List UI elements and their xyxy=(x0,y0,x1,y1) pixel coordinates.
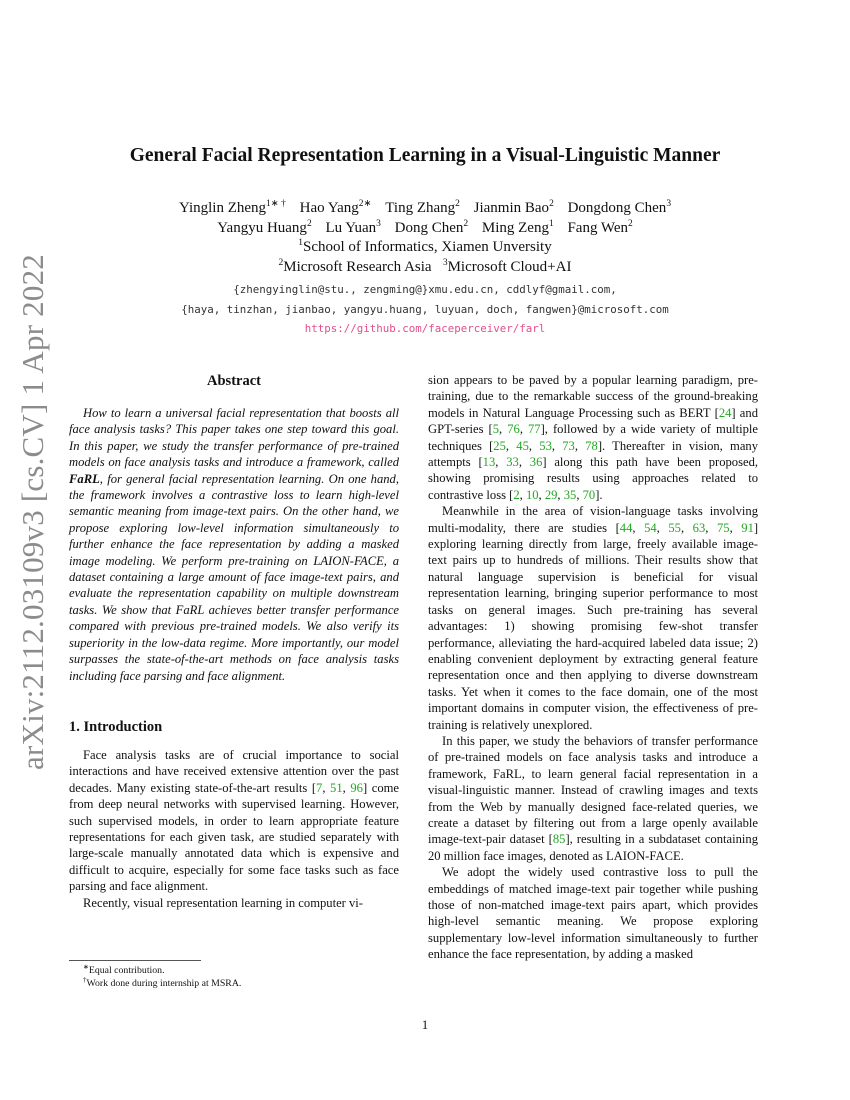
author-name: Dongdong Chen$^3$ xyxy=(567,199,672,216)
citation-link[interactable]: 70 xyxy=(582,487,596,502)
author-name: Lu Yuan$^3$ xyxy=(325,218,381,236)
citation-link[interactable]: 54 xyxy=(644,520,657,535)
citation-link[interactable]: 53 xyxy=(539,438,552,453)
citation-link[interactable]: 35 xyxy=(563,487,577,502)
arxiv-stamp: arXiv:2112.03109v3 [cs.CV] 1 Apr 2022 xyxy=(15,254,50,770)
author-name: Yangyu Huang$^2$ xyxy=(217,218,312,236)
citation-link[interactable]: 85 xyxy=(552,832,566,847)
author-name: Yinglin Zheng$^{1∗ \dagger}$ xyxy=(178,199,286,216)
citation-link[interactable]: 29 xyxy=(544,487,558,502)
footnote-internship: †Work done during internship at MSRA. xyxy=(83,976,242,990)
email-line-2: {haya, tinzhan, jianbao, yangyu.huang, luyuan, doch, fangwen}@microsoft.com xyxy=(181,302,669,316)
citation-link[interactable]: 63 xyxy=(692,520,706,535)
author-name: Fang Wen$^2$ xyxy=(567,218,633,236)
author-name: Ming Zeng$^1$ xyxy=(481,218,554,236)
repo-link[interactable]: https://github.com/faceperceiver/farl xyxy=(304,322,546,335)
intro-paragraph-1: Face analysis tasks are of crucial importance to social interactions and have received extensive attention over the past decades. Many existing state-of-the-art results [7, 51, 96] come from deep neural networks with supervised learning. However, such supervised models, in order to learn appropriate feature representations for each given task, are studied separately with large-scale manually annotated data which is expensive and difficult to acquire, especially for some face tasks such as face parsing and face alignment. xyxy=(69,747,400,894)
citation-link[interactable]: 7 xyxy=(316,780,323,795)
right-paragraph-2: Meanwhile in the area of vision-language tasks involving multi-modality, there are studies [44, 54, 55, 63, 75, 91] exploring learning directly from large, freely available image-text pairs up to hundreds of millions. Their results show that natural language supervision is beneficial for visual representation learning, bringing superior performance to most tasks on general images. Such pre-training has several advantages: 1) showing promising few-shot transfer performance, alleviating the hard-acquired labeled data issue; 2) enabling convenient deployment by extracting general feature representation once and then applying to diverse downstream tasks. Yet when it comes to the face domain, one of the most important domains in computer vision, the effectiveness of pre-training is relatively unexplored. xyxy=(428,504,759,732)
citation-link[interactable]: 33 xyxy=(506,455,519,470)
citation-link[interactable]: 76 xyxy=(507,422,520,437)
section-heading-introduction: 1. Introduction xyxy=(69,718,163,735)
abstract-text: How to learn a universal facial representation that boosts all face analysis tasks? This paper takes one step toward this goal. In this paper, we study the transfer performance of pre-trained models on face analysis tasks and introduce a framework, called FaRL, for general facial representation learning. On one hand, the framework involves a contrastive loss to learn high-level semantic meaning from image-text pairs. On the other hand, we propose exploring low-level information simultaneously to further enhance the face representation by adding a masked image modeling. We perform pre-training on LAION-FACE, a dataset containing a large amount of face image-text pairs, and evaluate the representation capability on multiple downstream tasks. We show that FaRL achieves better transfer performance compared with previous pre-trained models. We also verify its superiority in the low-data regime. More importantly, our model surpasses the state-of-the-art methods on face analysis tasks including face parsing and face alignment. xyxy=(69,406,399,683)
paper-title: General Facial Representation Learning in a Visual-Linguistic Manner xyxy=(129,145,721,166)
citation-link[interactable]: 5 xyxy=(492,422,500,437)
citation-link[interactable]: 25 xyxy=(493,438,506,453)
citation-link[interactable]: 55 xyxy=(668,520,681,535)
citation-link[interactable]: 10 xyxy=(525,487,539,502)
right-paragraph-1: sion appears to be paved by a popular learning paradigm, pre-training, due to the remarkable success of the ground-breaking models in Natural Language Processing such as BERT [24] and GPT-series [5, 76, 77], followed by a wide variety of multiple techniques [25, 45, 53, 73, 78]. Thereafter in vision, many attempts [13, 33, 36] along this path have been proposed, showing promising results using approaches related to contrastive loss [2, 10, 29, 35, 70]. xyxy=(428,373,759,502)
author-name: Jianmin Bao$^2$ xyxy=(473,199,554,216)
abstract-heading: Abstract xyxy=(207,373,261,389)
citation-link[interactable]: 96 xyxy=(350,780,363,795)
footnote-equal-contribution: ∗Equal contribution. xyxy=(83,963,165,976)
left-column xyxy=(69,372,399,911)
citation-link[interactable]: 36 xyxy=(529,455,543,470)
footnotes xyxy=(69,964,399,991)
right-paragraph-4: We adopt the widely used contrastive loss to pull the embeddings of matched image-text pair together while pushing those of non-matched image-text pairs apart, which provides high-level semantic meaning. We propose exploring supplementary low-level information simultaneously to further enhance the face representation, by adding a masked xyxy=(428,865,758,962)
citation-link[interactable]: 2 xyxy=(513,487,520,502)
footnote-divider xyxy=(69,960,201,961)
affiliation-1: $^1$School of Informatics, Xiamen Unversity xyxy=(298,238,552,255)
right-column xyxy=(428,372,758,963)
affiliation-2: $^2$Microsoft Research Asia $^3$Microsoft Cloud+AI xyxy=(278,257,572,275)
author-name: Hao Yang$^{2∗}$ xyxy=(299,199,372,216)
farl-name: FaRL xyxy=(69,471,100,486)
author-block xyxy=(0,199,850,277)
author-name: Ting Zhang$^2$ xyxy=(385,199,460,216)
citation-link[interactable]: 24 xyxy=(718,405,732,420)
email-line-1: {zhengyinglin@stu., zengming@}xmu.edu.cn, cddlyf@gmail.com, xyxy=(233,283,617,296)
author-line-1 xyxy=(0,199,850,219)
citation-link[interactable]: 73 xyxy=(562,438,575,453)
citation-link[interactable]: 51 xyxy=(330,780,343,795)
right-paragraph-3: In this paper, we study the behaviors of transfer performance of pre-trained models on face analysis tasks and introduce a framework, FaRL, to learn general facial representation in a visual-linguistic manner. Instead of crawling images and texts from the Web by manually designed face-related queries, we create a dataset by filtering out from a large openly available image-text-pair dataset [85], resulting in a subdataset containing 20 million face images, denoted as LAION-FACE. xyxy=(428,733,758,863)
citation-link[interactable]: 77 xyxy=(528,422,541,437)
author-line-2 xyxy=(0,219,850,239)
citation-link[interactable]: 13 xyxy=(482,455,496,470)
citation-link[interactable]: 44 xyxy=(619,520,633,535)
citation-link[interactable]: 75 xyxy=(716,520,730,535)
intro-paragraph-2: Recently, visual representation learning in computer vi- xyxy=(83,895,364,910)
citation-link[interactable]: 91 xyxy=(741,520,754,535)
citation-link[interactable]: 78 xyxy=(585,438,598,453)
page-number: 1 xyxy=(421,1018,429,1032)
citation-link[interactable]: 45 xyxy=(516,438,529,453)
author-name: Dong Chen$^2$ xyxy=(394,218,469,236)
email-block xyxy=(0,280,850,339)
